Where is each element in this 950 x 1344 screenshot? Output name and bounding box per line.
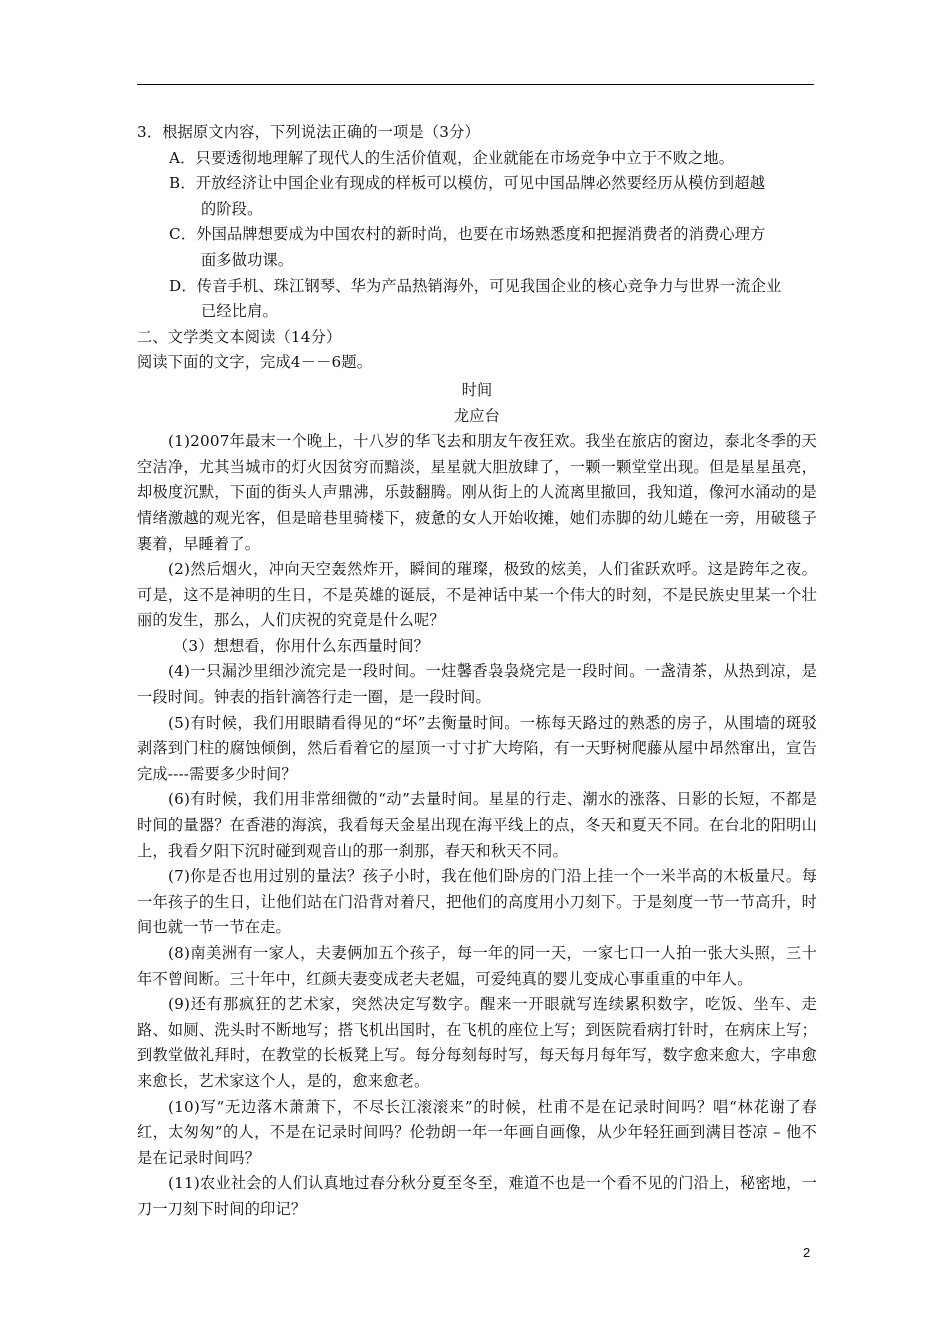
article-title: 时间	[461, 380, 493, 399]
option-a-line1: A．只要透彻地理解了现代人的生活价值观，企业就能在市场竞争中立于不败之地。	[169, 148, 735, 167]
paragraph-4: (4)一只漏沙里细沙流完是一段时间。一炷馨香袅袅烧完是一段时间。一盏清茶，从热到凉，是一段时间。钟表的指针滴答行走一圈，是一段时间。	[137, 662, 817, 707]
option-d-line1: D．传音手机、珠江钢琴、华为产品热销海外，可见我国企业的核心竞争力与世界一流企业	[169, 276, 782, 295]
article-author: 龙应台	[453, 406, 501, 425]
paragraph-3: （3）想想看，你用什么东西量时间？	[173, 636, 430, 655]
question-stem: 3．根据原文内容，下列说法正确的一项是（3分）	[137, 123, 480, 141]
paragraph-1: (1)2007年最末一个晚上，十八岁的华飞去和朋友午夜狂欢。我坐在旅店的窗边，泰北冬季的天空洁净，尤其当城市的灯火因贫穷而黯淡，星星就大胆放肆了，一颗一颗堂堂出现。但是星星虽亮，却极度沉默，下面的街头人声鼎沸，乐鼓翻腾。刚从街上的人流离里撤回，我知道，像河水涌动的是情绪激越的观光客，但是暗巷里骑楼下，疲惫的女人开始收摊，她们赤脚的幼儿蜷在一旁，用破毯子裹着，早睡着了。	[137, 432, 817, 553]
option-b	[137, 171, 817, 197]
section-heading: 二、文学类文本阅读（14分）	[137, 327, 342, 346]
header-rule	[137, 84, 814, 85]
page-number: 2	[803, 1245, 811, 1260]
option-d-cont	[137, 299, 817, 325]
option-c-line1: C．外国品牌想要成为中国农村的新时尚，也要在市场熟悉度和把握消费者的消费心理方	[169, 225, 766, 244]
paragraph-9: (9)还有那疯狂的艺术家，突然决定写数字。醒来一开眼就写连续累积数字，吃饭、坐车、走路、如厕、洗头时不断地写；搭飞机出国时，在飞机的座位上写；到医院看病打针时，在病床上写；到教堂做礼拜时，在教堂的长板凳上写。每分每刻每时写，每天每月每年写，数字愈来愈大，字串愈来愈长，艺术家这个人，是的，愈来愈老。	[137, 995, 817, 1090]
option-b-line1: B．开放经济让中国企业有现成的样板可以模仿，可见中国品牌必然要经历从模仿到超越	[169, 174, 766, 193]
option-d	[137, 274, 817, 300]
option-c-line2: 面多做功课。	[201, 250, 294, 269]
page-content	[137, 120, 817, 1223]
option-d-line2: 已经比肩。	[201, 302, 278, 321]
option-a	[137, 146, 817, 172]
paragraph-10: (10)写“无边落木萧萧下，不尽长江滚滚来”的时候，杜甫不是在记录时间吗？唱“林花谢了春红，太匆匆”的人，不是在记录时间吗？伦勃朗一年一年画自画像，从少年轻狂画到满目苍凉 – 他不是在记录时间吗？	[137, 1097, 817, 1167]
option-b-line2: 的阶段。	[201, 199, 263, 218]
paragraph-7: (7)你是否也用过别的量法？孩子小时，我在他们卧房的门沿上挂一个一米半高的木板量尺。每一年孩子的生日，让他们站在门沿背对着尺，把他们的高度用小刀刻下。于是刻度一节一节高升，时间也就一节一节在走。	[137, 867, 817, 937]
option-c	[137, 222, 817, 248]
section-instruction: 阅读下面的文字，完成4－－6题。	[137, 353, 373, 372]
paragraph-8: (8)南美洲有一家人，夫妻俩加五个孩子，每一年的同一天，一家七口一人拍一张大头照，三十年不曾间断。三十年中，红颜夫妻变成老夫老媪，可爱纯真的婴儿变成心事重重的中年人。	[137, 944, 817, 988]
paragraph-2: (2)然后烟火，冲向天空轰然炸开，瞬间的璀璨，极致的炫美，人们雀跃欢呼。这是跨年之夜。可是，这不是神明的生日，不是英雄的诞辰，不是神话中某一个伟大的时刻，不是民族史里某一个壮丽的发生，那么，人们庆祝的究竟是什么呢？	[137, 560, 817, 630]
paragraph-6: (6)有时候，我们用非常细微的“动”去量时间。星星的行走、潮水的涨落、日影的长短，不都是时间的量器？在香港的海滨，我看每天金星出现在海平线上的点，冬天和夏天不同。在台北的阳明山上，我看夕阳下沉时碰到观音山的那一刹那，春天和秋天不同。	[137, 790, 817, 860]
option-b-cont	[137, 197, 817, 223]
paragraph-5: (5)有时候，我们用眼睛看得见的“坏”去衡量时间。一栋每天路过的熟悉的房子，从围墙的斑驳剥落到门柱的腐蚀倾倒，然后看着它的屋顶一寸寸扩大垮陷，有一天野树爬藤从屋中昂然窜出，宣告完成----需要多少时间？	[137, 713, 817, 783]
option-c-cont	[137, 248, 817, 274]
paragraph-11: (11)农业社会的人们认真地过春分秋分夏至冬至，难道不也是一个看不见的门沿上，秘密地，一刀一刀刻下时间的印记？	[137, 1174, 817, 1218]
